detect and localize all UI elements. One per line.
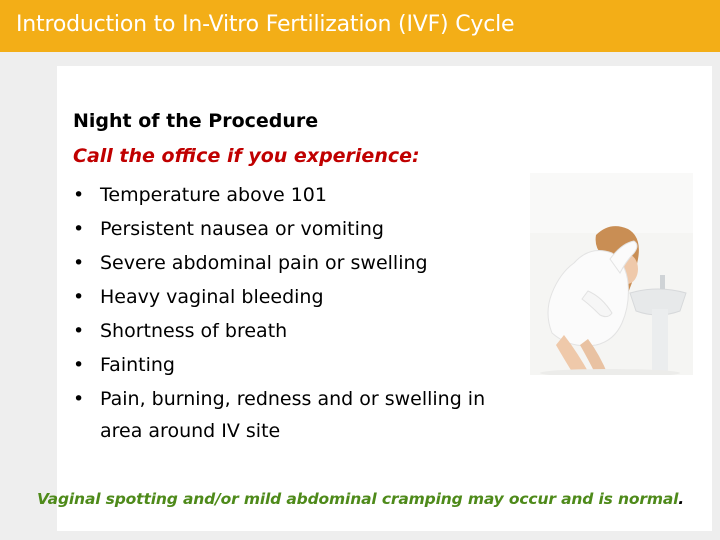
bullet-icon: •: [73, 354, 85, 376]
section-heading: Night of the Procedure: [73, 110, 319, 132]
list-item: [73, 280, 513, 314]
list-item: [73, 246, 513, 280]
list-item: [73, 314, 513, 348]
woman-nausea-photo: [530, 173, 693, 375]
list-item: [73, 348, 513, 382]
title-bar: [0, 0, 720, 52]
symptom-list: [73, 178, 513, 446]
list-item-text: Pain, burning, redness and or swelling in: [100, 388, 486, 410]
footer-note-text: Vaginal spotting and/or mild abdominal cramping may occur and is normal: [37, 490, 679, 508]
bullet-icon: •: [73, 218, 85, 240]
footer-note-period: .: [678, 490, 685, 508]
list-item-text: Persistent nausea or vomiting: [100, 218, 384, 240]
list-item-continuation: area around IV site: [100, 420, 281, 442]
list-item-text: Severe abdominal pain or swelling: [100, 252, 428, 274]
footer-note: [37, 490, 684, 508]
list-item-text: Heavy vaginal bleeding: [100, 286, 324, 308]
bullet-icon: •: [73, 252, 85, 274]
list-item-text: Fainting: [100, 354, 175, 376]
bullet-icon: •: [73, 320, 85, 342]
list-item: [73, 212, 513, 246]
list-item: [73, 178, 513, 212]
list-item-text: Shortness of breath: [100, 320, 288, 342]
bullet-icon: •: [73, 184, 85, 206]
bullet-icon: •: [73, 388, 85, 410]
list-item-text: Temperature above 101: [100, 184, 327, 206]
list-item: [73, 382, 513, 446]
slide-title: Introduction to In-Vitro Fertilization (IVF) Cycle: [16, 12, 515, 37]
photo-illustration: [530, 173, 693, 375]
bullet-icon: •: [73, 286, 85, 308]
call-office-subheading: Call the office if you experience:: [73, 145, 420, 167]
